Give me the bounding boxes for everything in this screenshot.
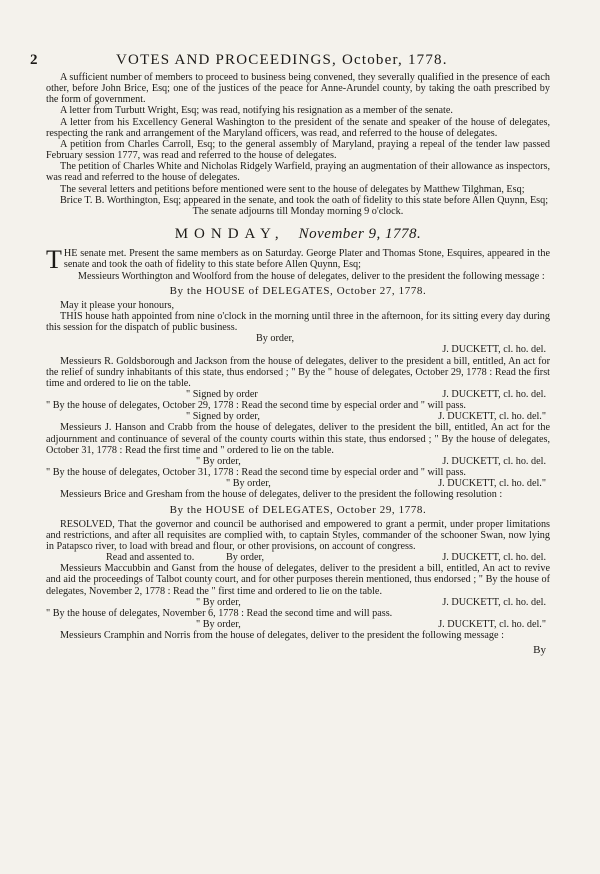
clerk-signature: J. DUCKETT, cl. ho. del.: [442, 455, 546, 467]
by-order-label: " By order,: [226, 478, 271, 490]
paragraph: " By the house of delegates, October 31, 1778 : Read the second time by especial order and " will pass.: [46, 467, 466, 479]
page-number: 2: [30, 52, 38, 68]
day-word: MONDAY,: [174, 226, 285, 243]
clerk-signature: J. DUCKETT, cl. ho. del.": [438, 411, 546, 423]
signature-line: [46, 389, 550, 400]
running-title: VOTES AND PROCEEDINGS, October, 1778.: [116, 52, 448, 68]
paragraph: A letter from Turbutt Wright, Esq; was read, notifying his resignation as a member of the senate.: [60, 105, 453, 117]
paragraph: The several letters and petitions before mentioned were sent to the house of delegates by Matthew Tilghman, Esq;: [60, 183, 525, 195]
signed-by-order-label: " Signed by order,: [186, 411, 260, 423]
day-date: November 9, 1778.: [298, 226, 422, 243]
by-order-label: By order,: [256, 333, 295, 345]
by-order-label: " By order,: [196, 619, 241, 631]
clerk-signature: J. DUCKETT, cl. ho. del.: [442, 344, 546, 356]
catchword: By: [533, 644, 546, 657]
clerk-signature: J. DUCKETT, cl. ho. del.: [442, 389, 546, 401]
signature-line: [46, 456, 550, 467]
paragraph: " By the house of delegates, October 29, 1778 : Read the second time by especial order and " will pass.: [46, 400, 466, 412]
paragraph: Messieurs Brice and Gresham from the house of delegates, deliver to the president the following resolution :: [60, 489, 503, 501]
clerk-signature: J. DUCKETT, cl. ho. del.": [438, 619, 546, 631]
paragraph: Messieurs Cramphin and Norris from the house of delegates, deliver to the president the following message :: [60, 630, 504, 642]
drop-cap: T: [46, 245, 62, 275]
signature-line: [46, 411, 550, 422]
day-heading: [46, 226, 550, 243]
signature-line: [46, 344, 550, 355]
signature-line: [46, 619, 550, 630]
paragraph-text: HE senate met. Present the same members as on Saturday. George Plater and Thomas Stone, Esquires, appeared in the senate and took the oath of fidelity to this state before Allen Quynn, Esq;: [63, 248, 550, 271]
clerk-signature: J. DUCKETT, cl. ho. del.: [442, 552, 546, 564]
salutation: May it please your honours,: [60, 299, 175, 311]
paragraph: " By the house of delegates, November 6, 1778 : Read the second time and will pass.: [46, 607, 393, 619]
paragraph: A petition from Charles Carroll, Esq; to the general assembly of Maryland, praying a repeal of the tender law passed February session 1777, was read and referred to the house of delegates.: [46, 138, 550, 162]
adjournment-line: The senate adjourns till Monday morning 9 o'clock.: [192, 205, 404, 217]
resolution-paragraph: RESOLVED, That the governor and council be authorised and empowered to grant a permit, under proper limitations and restrictions, and after all requisites are complied with, to captain Styles, commander of the schooner Swan, now lying in Patapsco river, to load with bread and flour, or other provisions, on account of congress.: [46, 518, 550, 552]
delegates-heading: By the HOUSE of DELEGATES, October 27, 1778.: [169, 284, 427, 297]
paragraph: A letter from his Excellency General Washington to the president of the senate and speaker of the house of delegates, respecting the rank and arrangement of the Maryland officers, was read, and referred to the house of delegates.: [46, 116, 550, 139]
by-order-label: " By order,: [196, 596, 241, 608]
signature-line: [46, 597, 550, 608]
running-header: [26, 52, 566, 72]
delegates-heading: By the HOUSE of DELEGATES, October 29, 1778.: [169, 503, 427, 516]
paragraph: THIS house hath appointed from nine o'clock in the morning until three in the afternoon, for its sitting every day during this session for the dispatch of public business.: [46, 310, 550, 334]
clerk-signature: J. DUCKETT, cl. ho. del.: [442, 596, 546, 608]
paragraph: Brice T. B. Worthington, Esq; appeared in the senate, and took the oath of fidelity to this state before Allen Quynn, Esq;: [60, 194, 549, 206]
paragraph: A sufficient number of members to proceed to business being convened, they severally qualified in the presence of each other, before John Brice, Esq; one of the justices of the peace for Anne-Arundel county, by taking the oath prescribed by the form of government.: [46, 72, 550, 106]
paragraph: Messieurs Worthington and Woolford from the house of delegates, deliver to the president the following message :: [77, 270, 545, 282]
signature-line: [46, 333, 550, 344]
signature-line: [46, 478, 550, 489]
signature-line: [46, 552, 550, 563]
paragraph: The petition of Charles White and Nicholas Ridgely Warfield, praying an augmentation of their allowance as inspectors, was read and referred to the house of delegates.: [46, 161, 550, 184]
by-order-label: By order,: [226, 552, 265, 564]
signed-by-order-label: " Signed by order: [186, 389, 258, 401]
paragraph: [46, 245, 550, 275]
by-order-label: " By order,: [196, 455, 241, 467]
read-assented-label: Read and assented to.: [106, 552, 195, 564]
paragraph: Messieurs R. Goldsborough and Jackson from the house of delegates, deliver to the president a bill, entitled, An act for the relief of sundry inhabitants of this state, thus endorsed ; " By the " house of delegates, October 29, 1778 : Read the first time and ordered to lie on the table.: [46, 355, 550, 389]
paragraph: Messieurs Maccubbin and Ganst from the house of delegates, deliver to the president a bill, entitled, An act to revive and aid the proceedings of Talbot county court, and for other purposes therein mentioned, thus endorsed ; " By the house of delegates, November 2, 1778 : Read the " first time and ordered to lie on the table.: [46, 563, 550, 597]
clerk-signature: J. DUCKETT, cl. ho. del.": [438, 478, 546, 490]
body-text: [46, 72, 550, 657]
paragraph: Messieurs J. Hanson and Crabb from the house of delegates, deliver to the president the bill, entitled, An act for the adjournment and continuance of several of the county courts within this state, thus endorsed ; " By the house of delegates, October 31, 1778 : Read the first time and " ordered to lie on the table.: [46, 422, 550, 456]
